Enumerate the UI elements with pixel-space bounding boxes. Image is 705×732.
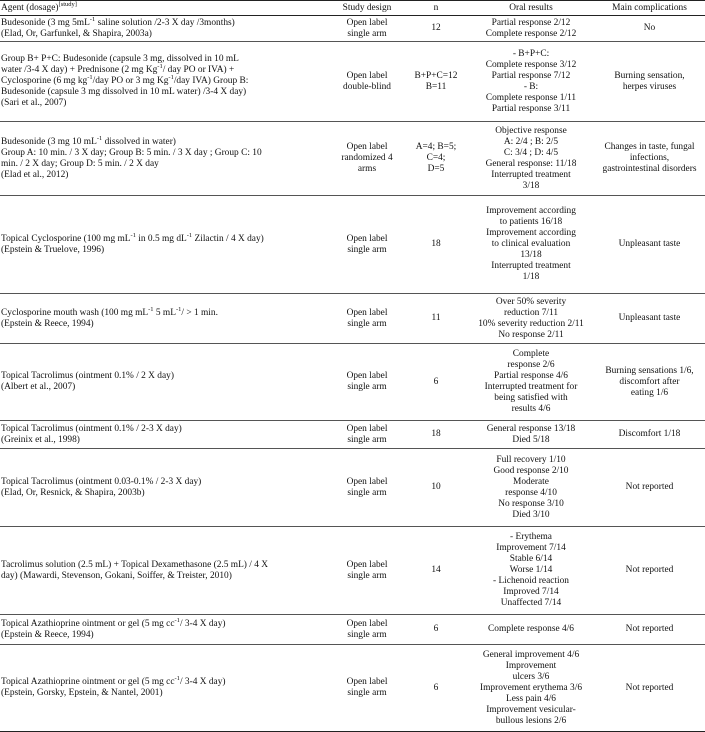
- table-row: [0, 294, 705, 344]
- design-cell: Open label single arm: [330, 615, 404, 645]
- complications-cell: Not reported: [594, 449, 705, 527]
- table-row: [0, 421, 705, 449]
- agent-cell: Topical Tacrolimus (ointment 0.1% / 2-3 X day) (Greinix et al., 1998): [0, 421, 330, 449]
- table-row: [0, 645, 705, 732]
- complications-cell: Burning sensations 1/6, discomfort after eating 1/6: [594, 344, 705, 421]
- oral-results-cell: Objective response A: 2/4 ; B: 2/5 C: 3/4 ; D: 4/5 General response: 11/18 Interrupted treatment 3/18: [468, 122, 594, 196]
- complications-cell: Changes in taste, fungal infections, gastrointestinal disorders: [594, 122, 705, 196]
- header-n: n: [404, 1, 468, 16]
- n-cell: 12: [404, 16, 468, 42]
- table-row: [0, 16, 705, 42]
- oral-results-cell: Full recovery 1/10 Good response 2/10 Moderate response 4/10 No response 3/10 Died 3/10: [468, 449, 594, 527]
- oral-results-cell: General improvement 4/6 Improvement ulcers 3/6 Improvement erythema 3/6 Less pain 4/6 Improvement vesicular- bullous lesions 2/6: [468, 645, 594, 732]
- agent-cell: Cyclosporine mouth wash (100 mg $mL^{-1}$ 5 $mL^{-1}/ > 1$ min. (Epstein & Reece, 1994): [0, 294, 330, 344]
- n-cell: 18: [404, 196, 468, 294]
- agent-cell: Group B+ P+C: Budesonide (capsule 3 mg, dissolved in 10 mL water /3-4 X day) + Prednisone (2 mg $Kg^{-1}/$ day PO or IVA) + Cyclosporine (6 mg $kg^{-1}$/day PO or 3 mg $Kg^{-1}$/day IVA) Group B: Budesonide (capsule 3 mg dissolved in 10 mL water) /3-4 X day) (Sari et al., 2007): [0, 42, 330, 122]
- oral-results-cell: - B+P+C: Complete response 3/12 Partial response 7/12 - B: Complete response 1/11 Partial response 3/11: [468, 42, 594, 122]
- complications-cell: Not reported: [594, 645, 705, 732]
- complications-cell: Discomfort 1/18: [594, 421, 705, 449]
- n-cell: 11: [404, 294, 468, 344]
- design-cell: Open label double-blind: [330, 42, 404, 122]
- table-row: [0, 122, 705, 196]
- n-cell: 6: [404, 645, 468, 732]
- table-row: [0, 42, 705, 122]
- n-cell: 14: [404, 527, 468, 615]
- n-cell: 10: [404, 449, 468, 527]
- agent-cell: Tacrolimus solution (2.5 mL) + Topical Dexamethasone (2.5 mL) / 4 X day) (Mawardi, Stevenson, Gokani, Soiffer, & Treister, 2010): [0, 527, 330, 615]
- agent-cell: Topical Tacrolimus (ointment 0.1% / 2 X day) (Albert et al., 2007): [0, 344, 330, 421]
- table-row: [0, 615, 705, 645]
- complications-cell: Not reported: [594, 527, 705, 615]
- agent-cell: Topical Azathioprine ointment or gel (5 mg $cc^{-1}/$ 3-4 X day) (Epstein, Gorsky, Epstein, & Nantel, 2001): [0, 645, 330, 732]
- design-cell: Open label randomized 4 arms: [330, 122, 404, 196]
- table-row: [0, 449, 705, 527]
- n-cell: 6: [404, 344, 468, 421]
- oral-results-cell: Improvement according to patients 16/18 Improvement according to clinical evaluation 13/18 Interrupted treatment 1/18: [468, 196, 594, 294]
- oral-results-cell: General response 13/18 Died 5/18: [468, 421, 594, 449]
- header-complications: Main complications: [594, 1, 705, 16]
- agent-cell: Topical Tacrolimus (ointment 0.03-0.1% / 2-3 X day) (Elad, Or, Resnick, & Shapira, 2003b): [0, 449, 330, 527]
- oral-results-cell: Complete response 4/6: [468, 615, 594, 645]
- design-cell: Open label single arm: [330, 449, 404, 527]
- oral-results-cell: Partial response 2/12 Complete response 2/12: [468, 16, 594, 42]
- n-cell: 6: [404, 615, 468, 645]
- table-row: [0, 344, 705, 421]
- complications-cell: Unpleasant taste: [594, 196, 705, 294]
- design-cell: Open label single arm: [330, 527, 404, 615]
- design-cell: Open label single arm: [330, 16, 404, 42]
- header-row: [0, 1, 705, 16]
- header-oral-results: Oral results: [468, 1, 594, 16]
- agent-cell: Topical Azathioprine ointment or gel (5 mg $cc^{-1}/$ 3-4 X day) (Epstein & Reece, 1994): [0, 615, 330, 645]
- complications-cell: Not reported: [594, 615, 705, 645]
- oral-results-cell: Complete response 2/6 Partial response 4/6 Interrupted treatment for being satisfied with results 4/6: [468, 344, 594, 421]
- table-row: [0, 527, 705, 615]
- agent-cell: Budesonide (3 mg 10 $mL^{-1}$ dissolved in water) Group A: 10 min. / 3 X day; Group B: 5 min. / 3 X day ; Group C: 10 min. / 2 X day; Group D: 5 min. / 2 X day (Elad et al., 2012): [0, 122, 330, 196]
- complications-cell: No: [594, 16, 705, 42]
- design-cell: Open label single arm: [330, 294, 404, 344]
- oral-results-cell: - Erythema Improvement 7/14 Stable 6/14 Worse 1/14 - Lichenoid reaction Improved 7/14 Unaffected 7/14: [468, 527, 594, 615]
- design-cell: Open label single arm: [330, 344, 404, 421]
- n-cell: 18: [404, 421, 468, 449]
- header-design: Study design: [330, 1, 404, 16]
- table-row: [0, 196, 705, 294]
- agent-cell: Topical Cyclosporine (100 mg $mL^{-1}$ in 0.5 mg $dL^{-1}$ Zilactin / 4 X day) (Epstein & Truelove, 1996): [0, 196, 330, 294]
- n-cell: A=4; B=5; C=4; D=5: [404, 122, 468, 196]
- header-agent: Agent (dosage)[study]: [0, 1, 330, 16]
- agent-cell: Budesonide (3 mg $5mL^{-1}$ saline solution /2-3 X day /3months) (Elad, Or, Garfunkel, & Shapira, 2003a): [0, 16, 330, 42]
- complications-cell: Unpleasant taste: [594, 294, 705, 344]
- design-cell: Open label single arm: [330, 196, 404, 294]
- oral-results-cell: Over 50% severity reduction 7/11 10% severity reduction 2/11 No response 2/11: [468, 294, 594, 344]
- n-cell: B+P+C=12 B=11: [404, 42, 468, 122]
- design-cell: Open label single arm: [330, 645, 404, 732]
- complications-cell: Burning sensation, herpes viruses: [594, 42, 705, 122]
- design-cell: Open label single arm: [330, 421, 404, 449]
